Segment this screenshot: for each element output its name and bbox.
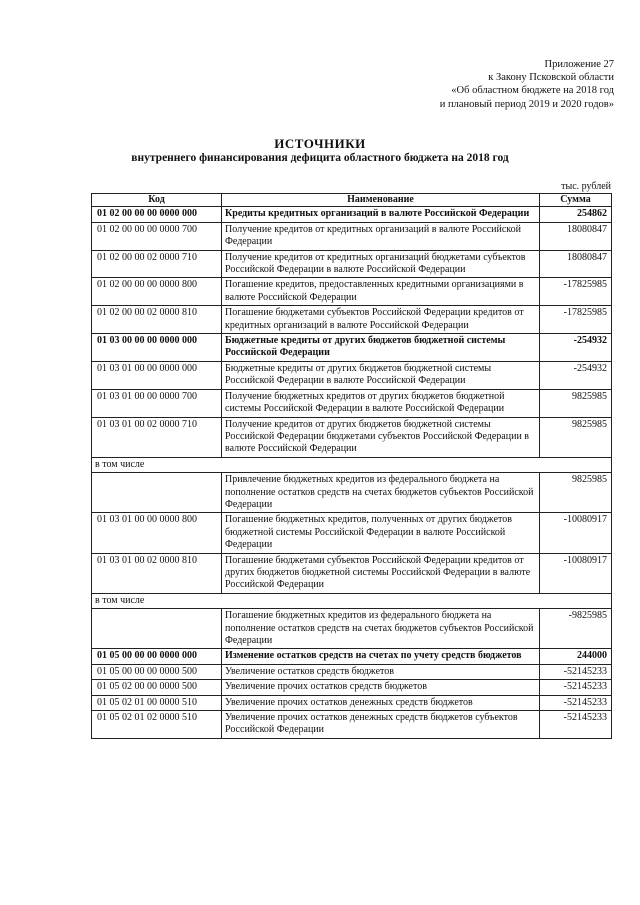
table-row (92, 473, 612, 513)
name-cell: Погашение бюджетных кредитов, полученных от других бюджетов бюджетной системы Российской Федерации в валюте Российской Федерации (222, 513, 540, 553)
appendix-line: к Закону Псковской области (488, 72, 614, 84)
sum-cell: -254932 (540, 334, 612, 362)
appendix-line: Приложение 27 (544, 59, 614, 70)
code-cell: 01 02 00 00 00 0000 700 (92, 222, 222, 250)
name-cell: Погашение бюджетами субъектов Российской Федерации кредитов от кредитных организаций в валюте Российской Федерации (222, 306, 540, 334)
table-body (92, 207, 612, 738)
sum-cell: 244000 (540, 649, 612, 664)
sum-cell: 9825985 (540, 389, 612, 417)
document-title: ИСТОЧНИКИ (274, 136, 366, 151)
table-row (92, 250, 612, 278)
sum-cell: -10080917 (540, 553, 612, 593)
note-cell: в том числе (92, 457, 612, 472)
appendix-header (440, 58, 614, 111)
sources-table (91, 193, 612, 739)
code-cell: 01 02 00 00 00 0000 800 (92, 278, 222, 306)
document-subtitle: внутреннего финансирования дефицита областного бюджета на 2018 год (131, 152, 509, 164)
code-cell: 01 03 01 00 00 0000 800 (92, 513, 222, 553)
sum-cell: 9825985 (540, 473, 612, 513)
sum-cell: -254932 (540, 361, 612, 389)
name-cell: Увеличение прочих остатков денежных средств бюджетов (222, 695, 540, 710)
sum-cell: -9825985 (540, 609, 612, 649)
table-row (92, 649, 612, 664)
table-row (92, 553, 612, 593)
table-row (92, 306, 612, 334)
table-row (92, 664, 612, 679)
name-cell: Получение кредитов от других бюджетов бюджетной системы Российской Федерации бюджетами субъектов Российской Федерации в валюте Российской Федерации (222, 417, 540, 457)
table-row (92, 695, 612, 710)
note-cell: в том числе (92, 593, 612, 608)
code-cell: 01 05 02 01 02 0000 510 (92, 711, 222, 739)
name-cell: Получение бюджетных кредитов от других бюджетов бюджетной системы Российской Федерации в валюте Российской Федерации (222, 389, 540, 417)
code-cell: 01 02 00 00 00 0000 000 (92, 207, 222, 222)
sum-cell: 18080847 (540, 222, 612, 250)
name-cell: Увеличение прочих остатков денежных средств бюджетов субъектов Российской Федерации (222, 711, 540, 739)
code-cell: 01 03 01 00 00 0000 700 (92, 389, 222, 417)
code-cell: 01 03 00 00 00 0000 000 (92, 334, 222, 362)
code-cell: 01 05 00 00 00 0000 500 (92, 664, 222, 679)
code-cell (92, 473, 222, 513)
code-cell: 01 02 00 00 02 0000 710 (92, 250, 222, 278)
name-cell: Увеличение остатков средств бюджетов (222, 664, 540, 679)
column-header-sum: Сумма (540, 194, 612, 207)
name-cell: Бюджетные кредиты от других бюджетов бюджетной системы Российской Федерации (222, 334, 540, 362)
code-cell: 01 03 01 00 00 0000 000 (92, 361, 222, 389)
name-cell: Погашение бюджетами субъектов Российской Федерации кредитов от других бюджетов бюджетной системы Российской Федерации в валюте Российской Федерации (222, 553, 540, 593)
sum-cell: -52145233 (540, 695, 612, 710)
table-row (92, 361, 612, 389)
units-label: тыс. рублей (561, 181, 611, 192)
table-header-row (92, 194, 612, 207)
name-cell: Бюджетные кредиты от других бюджетов бюджетной системы Российской Федерации в валюте Российской Федерации (222, 361, 540, 389)
code-cell: 01 05 02 01 00 0000 510 (92, 695, 222, 710)
name-cell: Привлечение бюджетных кредитов из федерального бюджета на пополнение остатков средств на счетах бюджетов субъектов Российской Федерации (222, 473, 540, 513)
sum-cell: -52145233 (540, 711, 612, 739)
column-header-code: Код (92, 194, 222, 207)
table-row (92, 222, 612, 250)
table-note-row (92, 593, 612, 608)
name-cell: Кредиты кредитных организаций в валюте Российской Федерации (222, 207, 540, 222)
appendix-line: и плановый период 2019 и 2020 годов» (439, 98, 614, 110)
code-cell: 01 05 02 00 00 0000 500 (92, 680, 222, 695)
sum-cell: -17825985 (540, 278, 612, 306)
sum-cell: 254862 (540, 207, 612, 222)
table-note-row (92, 457, 612, 472)
sum-cell: 18080847 (540, 250, 612, 278)
sum-cell: -52145233 (540, 680, 612, 695)
name-cell: Увеличение прочих остатков средств бюджетов (222, 680, 540, 695)
name-cell: Погашение бюджетных кредитов из федерального бюджета на пополнение остатков средств на счетах бюджетов субъектов Российской Федерации (222, 609, 540, 649)
sum-cell: -17825985 (540, 306, 612, 334)
table-row (92, 609, 612, 649)
code-cell: 01 03 01 00 02 0000 810 (92, 553, 222, 593)
name-cell: Изменение остатков средств на счетах по учету средств бюджетов (222, 649, 540, 664)
appendix-line: «Об областном бюджете на 2018 год (451, 85, 614, 97)
table-row (92, 680, 612, 695)
table-row (92, 417, 612, 457)
name-cell: Получение кредитов от кредитных организаций в валюте Российской Федерации (222, 222, 540, 250)
table-row (92, 513, 612, 553)
table-row (92, 389, 612, 417)
table-row (92, 711, 612, 739)
table-row (92, 334, 612, 362)
code-cell (92, 609, 222, 649)
code-cell: 01 02 00 00 02 0000 810 (92, 306, 222, 334)
sum-cell: 9825985 (540, 417, 612, 457)
column-header-name: Наименование (222, 194, 540, 207)
table-row (92, 207, 612, 222)
sum-cell: -52145233 (540, 664, 612, 679)
name-cell: Погашение кредитов, предоставленных кредитными организациями в валюте Российской Федерации (222, 278, 540, 306)
name-cell: Получение кредитов от кредитных организаций бюджетами субъектов Российской Федерации в валюте Российской Федерации (222, 250, 540, 278)
sum-cell: -10080917 (540, 513, 612, 553)
table-row (92, 278, 612, 306)
code-cell: 01 05 00 00 00 0000 000 (92, 649, 222, 664)
code-cell: 01 03 01 00 02 0000 710 (92, 417, 222, 457)
